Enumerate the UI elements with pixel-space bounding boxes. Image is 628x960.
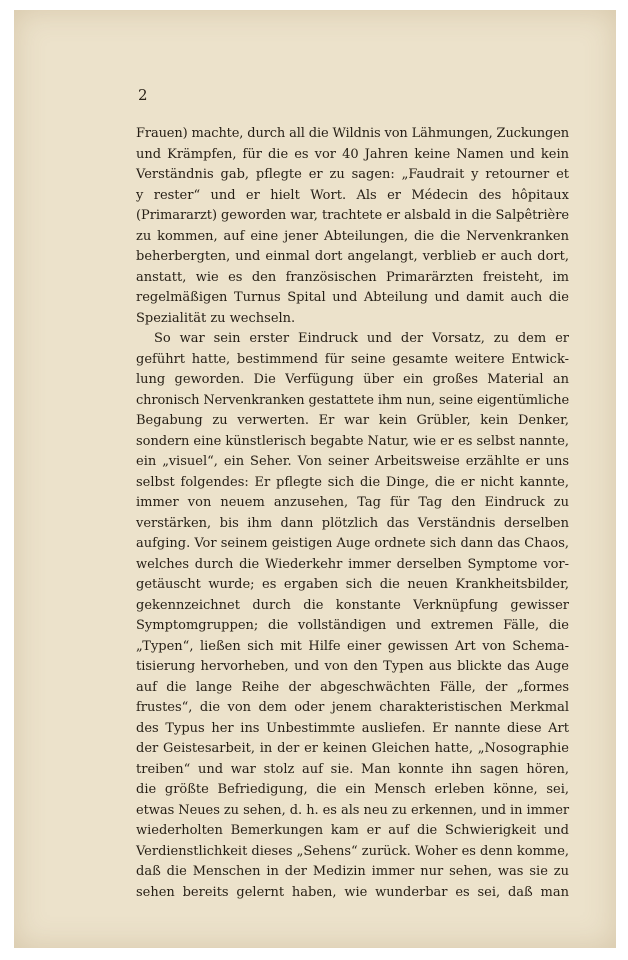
text-line: Symptomgruppen; die vollständigen und extremen Fälle, die [136, 618, 569, 633]
text-line: beherbergten, und einmal dort angelangt, verblieb er auch dort, [136, 249, 569, 264]
text-line: etwas Neues zu sehen, d. h. es als neu zu erkennen, und in immer [136, 802, 569, 818]
text-line: lung geworden. Die Verfügung über ein großes Material an [136, 372, 569, 387]
text-line: wiederholten Bemerkungen kam er auf die Schwierigkeit und [136, 823, 569, 838]
text-line: und Krämpfen, für die es vor 40 Jahren keine Namen und kein [136, 146, 569, 162]
text-line: gekennzeichnet durch die konstante Verknüpfung gewisser [136, 597, 569, 613]
text-line: immer von neuem anzusehen, Tag für Tag den Eindruck zu [136, 495, 569, 510]
page-number: 2 [138, 86, 148, 104]
text-line: chronisch Nervenkranken gestattete ihm nun, seine eigentümliche [136, 392, 569, 408]
text-line: treiben“ und war stolz auf sie. Man konnte ihn sagen hören, [136, 761, 569, 777]
text-line: daß die Menschen in der Medizin immer nur sehen, was sie zu [136, 864, 569, 879]
text-line: zu kommen, auf eine jener Abteilungen, die die Nervenkranken [136, 228, 569, 244]
text-line: verstärken, bis ihm dann plötzlich das Verständnis derselben [136, 515, 569, 531]
text-line: y rester“ und er hielt Wort. Als er Médecin des hôpitaux [136, 187, 569, 203]
text-line: getäuscht wurde; es ergaben sich die neuen Krankheitsbilder, [136, 577, 569, 592]
text-line: der Geistesarbeit, in der er keinen Gleichen hatte, „Nosographie [136, 741, 569, 756]
text-line: ein „visuel“, ein Seher. Von seiner Arbeitsweise erzählte er uns [136, 454, 569, 469]
text-line: frustes“, die von dem oder jenem charakteristischen Merkmal [136, 700, 569, 715]
text-line: So war sein erster Eindruck und der Vorsatz, zu dem er [154, 331, 569, 346]
book-page [14, 10, 616, 948]
text-line: geführt hatte, bestimmend für seine gesamte weitere Entwick- [136, 351, 569, 367]
text-line: tisierung hervorheben, und von den Typen aus blickte das Auge [136, 659, 569, 674]
text-line: auf die lange Reihe der abgeschwächten Fälle, der „formes [136, 679, 569, 695]
text-line: sondern eine künstlerisch begabte Natur, wie er es selbst nannte, [136, 433, 569, 449]
text-line: aufging. Vor seinem geistigen Auge ordnete sich dann das Chaos, [136, 536, 569, 551]
text-line: welches durch die Wiederkehr immer derselben Symptome vor- [136, 556, 569, 572]
text-line: Spezialität zu wechseln. [136, 310, 296, 326]
text-line: die größte Befriedigung, die ein Mensch erleben könne, sei, [136, 782, 569, 797]
text-line: Begabung zu verwerten. Er war kein Grübler, kein Denker, [136, 413, 569, 428]
text-line: Frauen) machte, durch all die Wildnis von Lähmungen, Zuckungen [136, 126, 569, 141]
text-line: anstatt, wie es den französischen Primarärzten freisteht, im [136, 269, 569, 285]
text-line: (Primararzt) geworden war, trachtete er alsbald in die Salpêtrière [136, 208, 569, 223]
text-line: des Typus her ins Unbestimmte ausliefen. Er nannte diese Art [136, 720, 569, 736]
text-line: selbst folgendes: Er pflegte sich die Dinge, die er nicht kannte, [136, 474, 569, 490]
text-line: regelmäßigen Turnus Spital und Abteilung und damit auch die [136, 290, 569, 305]
text-line: sehen bereits gelernt haben, wie wunderbar es sei, daß man [136, 884, 569, 900]
text-line: Verdienstlichkeit dieses „Sehens“ zurück. Woher es denn komme, [136, 843, 569, 859]
text-line: „Typen“, ließen sich mit Hilfe einer gewissen Art von Schema- [136, 638, 569, 654]
body-text [136, 124, 569, 903]
text-line: Verständnis gab, pflegte er zu sagen: „Faudrait y retourner et [136, 167, 569, 182]
